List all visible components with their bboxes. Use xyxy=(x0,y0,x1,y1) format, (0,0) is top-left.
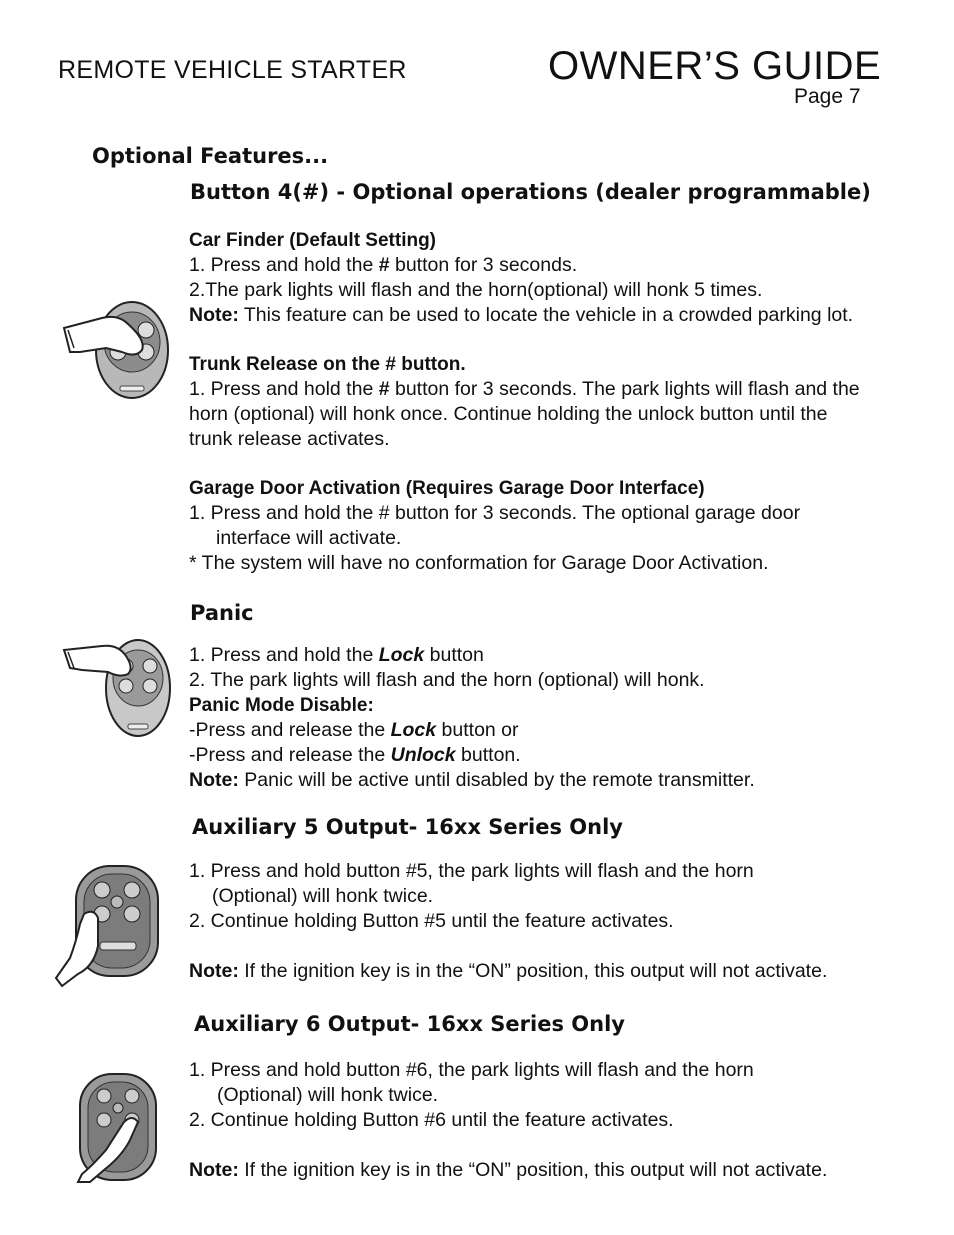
garage-door-heading: Garage Door Activation (Requires Garage Door Interface) xyxy=(189,478,705,499)
aux5-heading: Auxiliary 5 Output- 16xx Series Only xyxy=(192,815,623,839)
garage-step-1: 1. Press and hold the # button for 3 seconds. The optional garage door xyxy=(189,502,801,524)
note-text: If the ignition key is in the “ON” position, this output will not activate. xyxy=(238,960,828,982)
note-text: If the ignition key is in the “ON” position, this output will not activate. xyxy=(238,1159,828,1181)
aux5-step-1-cont: (Optional) will honk twice. xyxy=(212,885,434,907)
text: button xyxy=(424,644,484,666)
trunk-step-1-cont2: trunk release activates. xyxy=(189,428,390,450)
panic-heading: Panic xyxy=(190,601,254,625)
text: button or xyxy=(436,719,519,741)
note-text: Panic will be active until disabled by the remote transmitter. xyxy=(238,769,755,791)
blank-line xyxy=(189,934,827,959)
header-guide-title: OWNER’S GUIDE xyxy=(548,44,882,88)
text: 1. Press and hold the xyxy=(189,644,379,666)
garage-step-1-cont: interface will activate. xyxy=(216,527,402,549)
panic-disable-label: Panic Mode Disable: xyxy=(189,695,374,716)
note-label: Note: xyxy=(189,1159,239,1181)
aux6-heading: Auxiliary 6 Output- 16xx Series Only xyxy=(194,1012,625,1036)
car-finder-block xyxy=(189,228,853,328)
panic-step-1 xyxy=(189,643,755,668)
hash-key-text: # xyxy=(378,378,390,400)
aux5-note xyxy=(189,959,827,984)
garage-door-block xyxy=(189,476,800,576)
panic-step-2: 2. The park lights will flash and the horn (optional) will honk. xyxy=(189,669,705,691)
aux5-step-2: 2. Continue holding Button #5 until the feature activates. xyxy=(189,910,674,932)
panic-disable-1 xyxy=(189,718,755,743)
lock-word: Lock xyxy=(390,719,437,741)
unlock-word: Unlock xyxy=(390,744,456,766)
page-number: Page 7 xyxy=(794,85,861,108)
note-label: Note: xyxy=(189,769,239,791)
panic-block xyxy=(189,643,755,793)
text: -Press and release the xyxy=(189,719,391,741)
section-title: Optional Features... xyxy=(92,144,329,168)
trunk-step-1 xyxy=(189,377,860,402)
note-text: This feature can be used to locate the vehicle in a crowded parking lot. xyxy=(238,304,854,326)
car-finder-step-2: 2.The park lights will flash and the horn(optional) will honk 5 times. xyxy=(189,279,763,301)
remote-four-button-hash-illustration xyxy=(62,300,174,404)
aux6-step-1: 1. Press and hold button #6, the park lights will flash and the horn xyxy=(189,1059,754,1081)
text: -Press and release the xyxy=(189,744,391,766)
button4-heading: Button 4(#) - Optional operations (dealer programmable) xyxy=(190,180,871,204)
text: 1. Press and hold the xyxy=(189,254,379,276)
panic-note xyxy=(189,768,755,793)
panic-disable-2 xyxy=(189,743,755,768)
aux6-step-2: 2. Continue holding Button #6 until the feature activates. xyxy=(189,1109,674,1131)
trunk-release-heading: Trunk Release on the # button. xyxy=(189,354,466,375)
car-finder-note xyxy=(189,303,853,328)
note-label: Note: xyxy=(189,304,239,326)
remote-four-button-lock-illustration xyxy=(62,638,174,740)
trunk-release-block xyxy=(189,352,860,452)
remote-six-button-aux6-illustration xyxy=(72,1070,162,1188)
text: 1. Press and hold the xyxy=(189,378,379,400)
aux6-note xyxy=(189,1158,827,1183)
remote-six-button-aux5-illustration xyxy=(54,862,164,992)
aux5-block xyxy=(189,859,827,984)
header-product-name: REMOTE VEHICLE STARTER xyxy=(58,56,407,84)
lock-word: Lock xyxy=(378,644,425,666)
text: button for 3 seconds. The park lights will flash and the xyxy=(389,378,860,400)
hash-key-text: # xyxy=(378,254,390,276)
car-finder-heading: Car Finder (Default Setting) xyxy=(189,230,437,251)
text: button. xyxy=(455,744,521,766)
aux6-block xyxy=(189,1058,827,1183)
garage-footnote: * The system will have no conformation for Garage Door Activation. xyxy=(189,552,769,574)
car-finder-step-1 xyxy=(189,253,853,278)
aux6-step-1-cont: (Optional) will honk twice. xyxy=(217,1084,439,1106)
note-label: Note: xyxy=(189,960,239,982)
aux5-step-1: 1. Press and hold button #5, the park lights will flash and the horn xyxy=(189,860,754,882)
blank-line xyxy=(189,1133,827,1158)
text: button for 3 seconds. xyxy=(389,254,578,276)
trunk-step-1-cont: horn (optional) will honk once. Continue holding the unlock button until the xyxy=(189,403,828,425)
